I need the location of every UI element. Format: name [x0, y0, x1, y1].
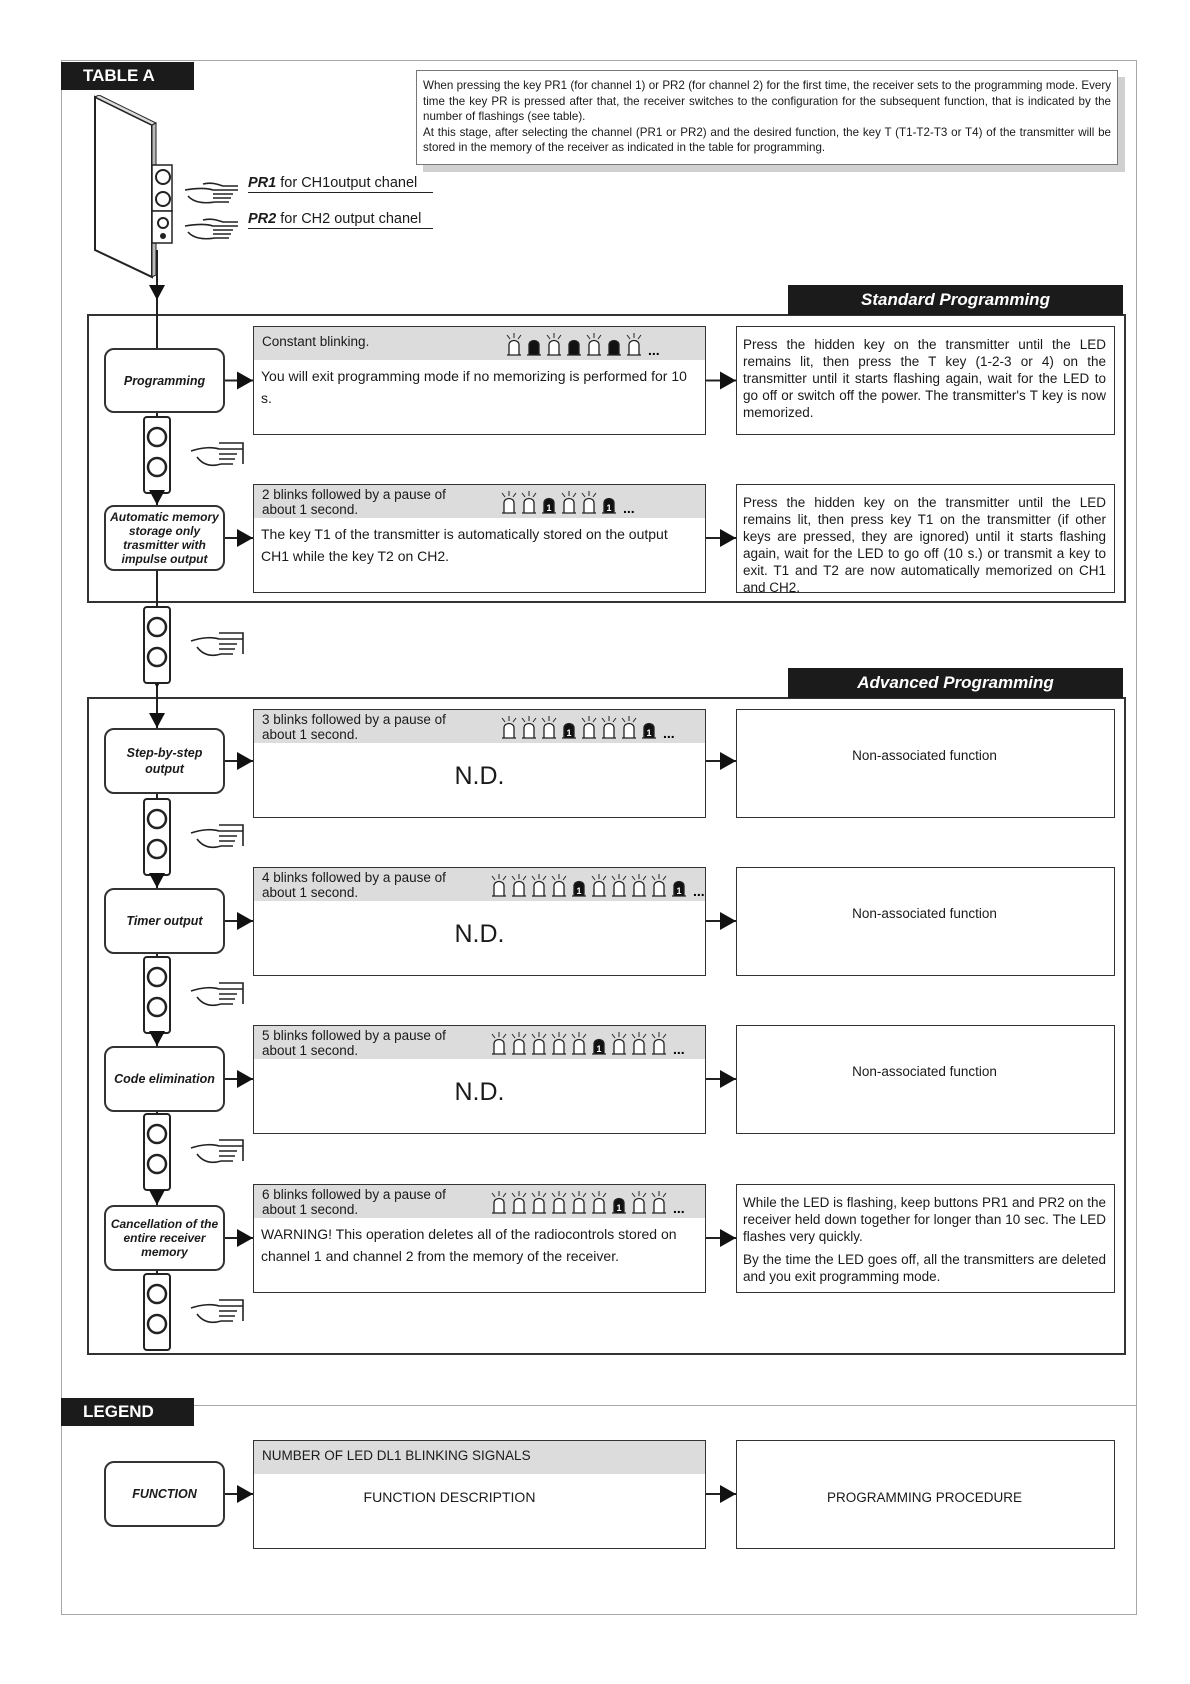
intro-paragraph-2: At this stage, after selecting the channel (PR1 or PR2) and the desired function, the key T (T1-T2-T3 or T4) of the transmitter will be stored in the memory of the receiver as indicated in the table for programming. [423, 125, 1111, 154]
led-flash-icon [552, 874, 566, 896]
blink-count-text: 5 blinks followed by a pause of about 1 second. [262, 1028, 446, 1058]
led-flash-icon [532, 1191, 546, 1213]
led-flash-icon [612, 1032, 626, 1054]
programming-procedure-text: Press the hidden key on the transmitter until the LED remains lit, then press key T1 on the transmitter (if other keys are pressed, they are ignored) until it starts flashing again, wait for the LED to go off (10 s.) or transmit a key to exit. T1 and T2 are now automatically memorized on CH1 and CH2. [743, 495, 1106, 595]
blink-count-header [254, 485, 705, 518]
blink-count-header [254, 710, 705, 743]
function-description: N.D. [454, 762, 505, 790]
legend-description-box [253, 1440, 706, 1549]
blink-count-header [254, 868, 705, 901]
svg-text:1: 1 [676, 886, 682, 896]
programming-procedure-box [736, 484, 1115, 593]
svg-text:1: 1 [546, 503, 552, 513]
legend-procedure-box [736, 1440, 1115, 1549]
svg-text:1: 1 [616, 1203, 622, 1213]
programming-procedure-text: By the time the LED goes off, all the transmitters are deleted and you exit programming mode. [743, 1252, 1106, 1284]
led-more-dots: ... [623, 500, 635, 515]
led-on-icon [562, 724, 576, 739]
function-description-box [253, 709, 706, 818]
programming-procedure-text: While the LED is flashing, keep buttons PR1 and PR2 on the receiver held down together for longer than 10 sec. The LED flashes very quickly. [743, 1195, 1106, 1244]
led-flash-icon [627, 333, 641, 355]
function-description-box [253, 1025, 706, 1134]
led-flash-icon [552, 1191, 566, 1213]
legend-function-description: FUNCTION DESCRIPTION [363, 1489, 536, 1505]
led-blink-sequence [499, 489, 643, 515]
led-on-icon [527, 341, 541, 356]
programming-procedure-text: Press the hidden key on the transmitter until the LED remains lit, then press the T key (1-2-3 or 4) on the transmitter until it starts flashing again, wait for the LED to go off or switch off the power. The transmitter's T key is now memorized. [743, 337, 1106, 420]
programming-procedure-box [736, 1025, 1115, 1134]
programming-procedure-text: Non-associated function [852, 748, 997, 763]
led-on-icon [607, 341, 621, 356]
led-flash-icon [652, 1191, 666, 1213]
blink-count-header [254, 1185, 705, 1218]
led-flash-icon [632, 1191, 646, 1213]
legend-procedure-text: PROGRAMMING PROCEDURE [826, 1490, 1022, 1505]
led-flash-icon [552, 1032, 566, 1054]
blink-count-text: 6 blinks followed by a pause of about 1 second. [262, 1187, 446, 1217]
led-flash-icon [492, 1032, 506, 1054]
led-flash-icon [502, 716, 516, 738]
function-node: Timer output [104, 888, 225, 954]
pr2-label [248, 211, 433, 229]
blink-count-text: 4 blinks followed by a pause of about 1 second. [262, 870, 446, 900]
programming-procedure-box [736, 709, 1115, 818]
intro-note [416, 70, 1118, 165]
led-flash-icon [602, 716, 616, 738]
function-description-box [253, 484, 706, 593]
led-flash-icon [492, 874, 506, 896]
led-flash-icon [512, 1191, 526, 1213]
led-row [489, 1189, 693, 1215]
svg-text:1: 1 [606, 503, 612, 513]
svg-text:1: 1 [576, 886, 582, 896]
led-on-icon [612, 1199, 626, 1214]
function-description: N.D. [454, 920, 505, 948]
led-flash-icon [582, 716, 596, 738]
led-flash-icon [532, 874, 546, 896]
programming-procedure-box [736, 867, 1115, 976]
blink-count-text: 2 blinks followed by a pause of about 1 second. [262, 487, 446, 517]
led-blink-sequence [489, 872, 713, 898]
led-flash-icon [652, 1032, 666, 1054]
blink-count-text: 3 blinks followed by a pause of about 1 second. [262, 712, 446, 742]
function-node: Step-by-step output [104, 728, 225, 794]
function-description-box [253, 867, 706, 976]
led-flash-icon [507, 333, 521, 355]
led-on-icon [592, 1040, 606, 1055]
function-description: N.D. [454, 1078, 505, 1106]
led-flash-icon [532, 1032, 546, 1054]
led-on-icon [642, 724, 656, 739]
led-flash-icon [592, 1191, 606, 1213]
function-description: You will exit programming mode if no memorizing is performed for 10 s. [261, 368, 687, 406]
blink-count-header [254, 327, 705, 360]
svg-text:1: 1 [566, 728, 572, 738]
led-flash-icon [572, 1191, 586, 1213]
led-flash-icon [522, 491, 536, 513]
led-flash-icon [562, 491, 576, 513]
blink-count-header [254, 1026, 705, 1059]
led-row [489, 872, 713, 898]
led-on-icon [567, 341, 581, 356]
led-row [499, 714, 683, 740]
led-flash-icon [587, 333, 601, 355]
led-flash-icon [572, 1032, 586, 1054]
receiver-board-illustration [90, 95, 180, 280]
legend-blink-header: NUMBER OF LED DL1 BLINKING SIGNALS [254, 1441, 705, 1474]
led-flash-icon [632, 874, 646, 896]
pr2-text: for CH2 output chanel [276, 211, 422, 227]
led-more-dots: ... [673, 1041, 685, 1056]
led-more-dots: ... [663, 725, 675, 740]
function-description: The key T1 of the transmitter is automatically stored on the output CH1 while the key T2 on CH2. [261, 526, 668, 564]
led-row [504, 331, 668, 357]
programming-procedure-box [736, 1184, 1115, 1293]
led-flash-icon [582, 491, 596, 513]
function-node: Automatic memory storage only trasmitter with impulse output [104, 505, 225, 571]
pr2-key: PR2 [248, 211, 277, 227]
advanced-programming-tag: Advanced Programming [788, 668, 1123, 698]
programming-procedure-text: Non-associated function [852, 1064, 997, 1079]
legend-tag: LEGEND [61, 1398, 194, 1426]
function-node: Cancellation of the entire receiver memory [104, 1205, 225, 1271]
led-flash-icon [547, 333, 561, 355]
led-more-dots: ... [673, 1200, 685, 1215]
led-on-icon [672, 882, 686, 897]
led-on-icon [572, 882, 586, 897]
programming-procedure-text: Non-associated function [852, 906, 997, 921]
led-row [499, 489, 643, 515]
led-flash-icon [492, 1191, 506, 1213]
table-a-tag: TABLE A [61, 62, 194, 90]
led-blink-sequence [489, 1030, 693, 1056]
led-flash-icon [512, 1032, 526, 1054]
led-flash-icon [502, 491, 516, 513]
pointing-hand-icon [183, 176, 243, 206]
led-on-icon [602, 499, 616, 514]
led-more-dots: ... [693, 883, 705, 898]
blink-count-text: Constant blinking. [262, 334, 370, 349]
led-flash-icon [632, 1032, 646, 1054]
legend-separator [61, 1405, 1137, 1406]
led-flash-icon [522, 716, 536, 738]
led-flash-icon [512, 874, 526, 896]
led-more-dots: ... [648, 342, 660, 357]
legend-function-node: FUNCTION [104, 1461, 225, 1527]
programming-procedure-box [736, 326, 1115, 435]
led-flash-icon [592, 874, 606, 896]
svg-text:1: 1 [646, 728, 652, 738]
svg-text:1: 1 [596, 1044, 602, 1054]
pr1-text: for CH1output chanel [276, 175, 418, 191]
led-on-icon [542, 499, 556, 514]
pr1-label [248, 175, 433, 193]
pr1-key: PR1 [248, 175, 277, 191]
led-blink-sequence [499, 714, 683, 740]
function-description-box [253, 326, 706, 435]
led-flash-icon [652, 874, 666, 896]
led-flash-icon [612, 874, 626, 896]
led-flash-icon [542, 716, 556, 738]
intro-paragraph-1: When pressing the key PR1 (for channel 1) or PR2 (for channel 2) for the first time, the receiver sets to the programming mode. Every time the key PR is pressed after that, the receiver switches to the configuration for the subsequent function, that is indicated by the number of flashings (see table). [423, 79, 1111, 123]
function-description-box [253, 1184, 706, 1293]
function-node: Code elimination [104, 1046, 225, 1112]
led-row [489, 1030, 693, 1056]
led-blink-sequence [489, 1189, 693, 1215]
function-node: Programming [104, 348, 225, 413]
standard-programming-tag: Standard Programming [788, 285, 1123, 315]
pointing-hand-icon [183, 212, 243, 242]
led-flash-icon [622, 716, 636, 738]
led-blink-sequence [504, 331, 668, 357]
function-description: WARNING! This operation deletes all of the radiocontrols stored on channel 1 and channel 2 from the memory of the receiver. [261, 1226, 677, 1264]
